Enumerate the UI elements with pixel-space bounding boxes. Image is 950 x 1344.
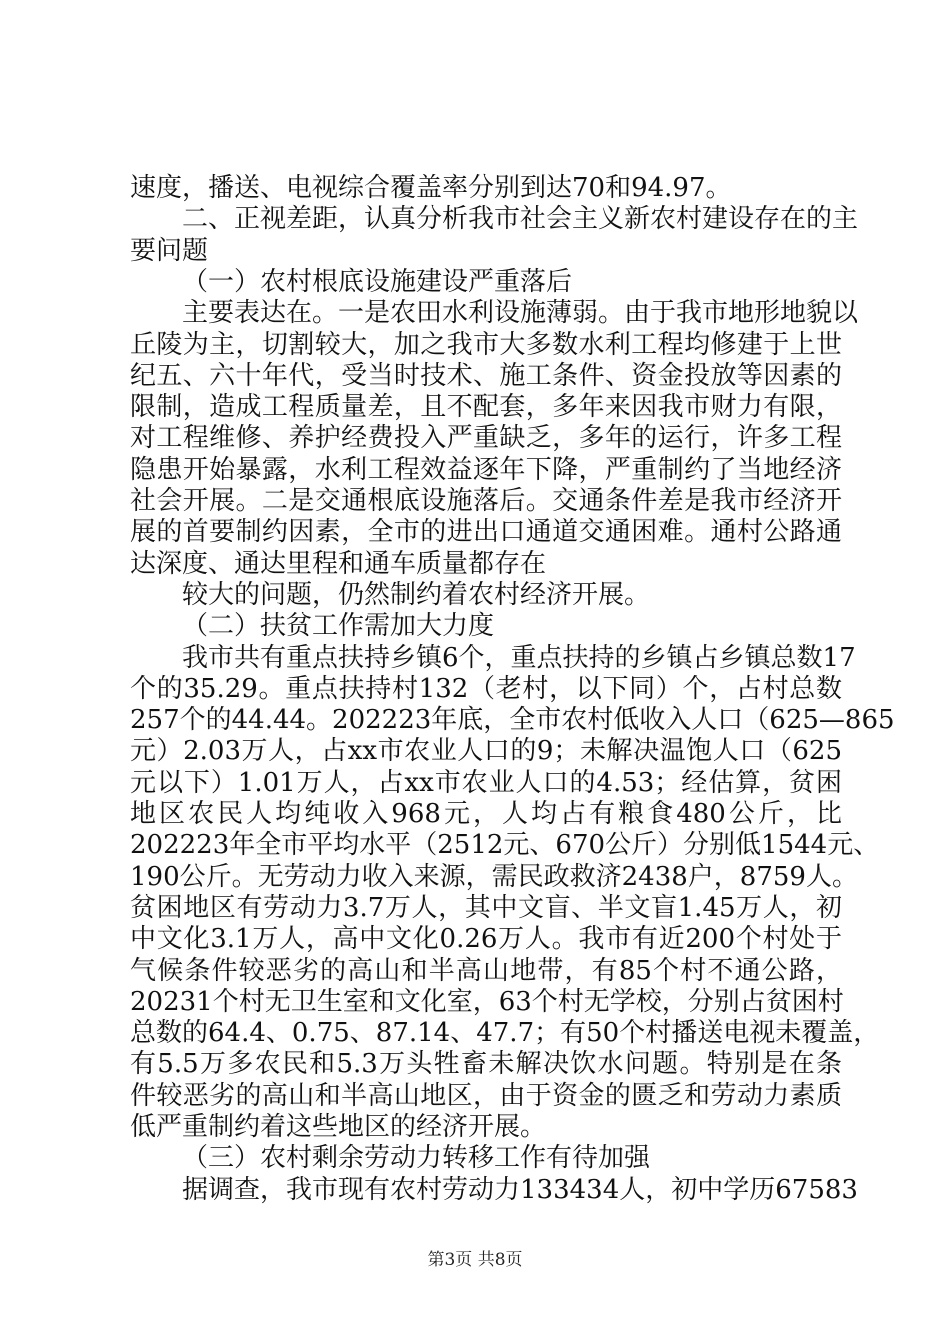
text-line: 低严重制约着这些地区的经济开展。 — [130, 1112, 547, 1142]
subsection-heading: （三）农村剩余劳动力转移工作有待加强 — [182, 1143, 651, 1174]
text-line: 对工程维修、养护经费投入严重缺乏，多年的运行，许多工程 — [130, 423, 842, 454]
text-line: 件较恶劣的高山和半高山地区，由于资金的匮乏和劳动力素质 — [130, 1080, 842, 1111]
text-line: 丘陵为主，切割较大，加之我市大多数水利工程均修建于上世 — [130, 329, 842, 360]
text-line: 气候条件较恶劣的高山和半高山地带，有85个村不通公路， — [130, 955, 842, 986]
text-line: 个的35.29。重点扶持村132（老村，以下同）个，占村总数 — [130, 673, 842, 704]
text-line: 190公斤。无劳动力收入来源，需民政救济2438户，8759人。 — [130, 861, 858, 892]
text-line: 较大的问题，仍然制约着农村经济开展。 — [182, 579, 651, 610]
text-line: 元以下）1.01万人，占xx市农业人口的4.53；经估算，贫困 — [130, 767, 842, 798]
text-line: 社会开展。二是交通根底设施落后。交通条件差是我市经济开 — [130, 486, 842, 516]
text-line: 257个的44.44。202223年底，全市农村低收入人口（625—865 — [130, 705, 895, 736]
text-line: 202223年全市平均水平（2512元、670公斤）分别低1544元、 — [130, 830, 880, 861]
text-line: 我市共有重点扶持乡镇6个，重点扶持的乡镇占乡镇总数17 — [182, 642, 856, 673]
text-line: 纪五、六十年代，受当时技术、施工条件、资金投放等因素的 — [130, 360, 842, 391]
text-line: 展的首要制约因素，全市的进出口通道交通困难。通村公路通 — [130, 517, 842, 548]
subsection-heading: （二）扶贫工作需加大力度 — [182, 611, 495, 642]
text-line: 达深度、通达里程和通车质量都存在 — [130, 548, 547, 579]
text-line: 中文化3.1万人，高中文化0.26万人。我市有近200个村处于 — [130, 924, 842, 955]
page-footer: 第3页 共8页 — [427, 1250, 523, 1270]
text-line: 速度，播送、电视综合覆盖率分别到达70和94.97。 — [130, 173, 732, 203]
text-line: 贫困地区有劳动力3.7万人，其中文盲、半文盲1.45万人，初 — [130, 892, 842, 923]
text-line: 总数的64.4、0.75、87.14、47.7；有50个村播送电视未覆盖， — [130, 1018, 880, 1049]
text-line: 限制，造成工程质量差，且不配套，多年来因我市财力有限， — [130, 392, 842, 423]
text-line: 有5.5万多农民和5.3万头牲畜未解决饮水问题。特别是在条 — [130, 1049, 842, 1080]
text-line: 主要表达在。一是农田水利设施薄弱。由于我市地形地貌以 — [182, 298, 859, 329]
section-heading: 二、正视差距，认真分析我市社会主义新农村建设存在的主 — [182, 204, 859, 235]
text-line: 元）2.03万人，占xx市农业人口的9；未解决温饱人口（625 — [130, 736, 842, 767]
text-line: 隐患开始暴露，水利工程效益逐年下降，严重制约了当地经济 — [130, 454, 842, 485]
text-line: 20231个村无卫生室和文化室，63个村无学校，分别占贫困村 — [130, 986, 844, 1017]
subsection-heading: （一）农村根底设施建设严重落后 — [182, 266, 573, 297]
text-line: 据调查，我市现有农村劳动力133434人，初中学历67583 — [182, 1174, 858, 1205]
text-line: 地区农民人均纯收入968元，人均占有粮食480公斤，比 — [130, 799, 842, 829]
section-heading-cont: 要问题 — [130, 235, 209, 266]
